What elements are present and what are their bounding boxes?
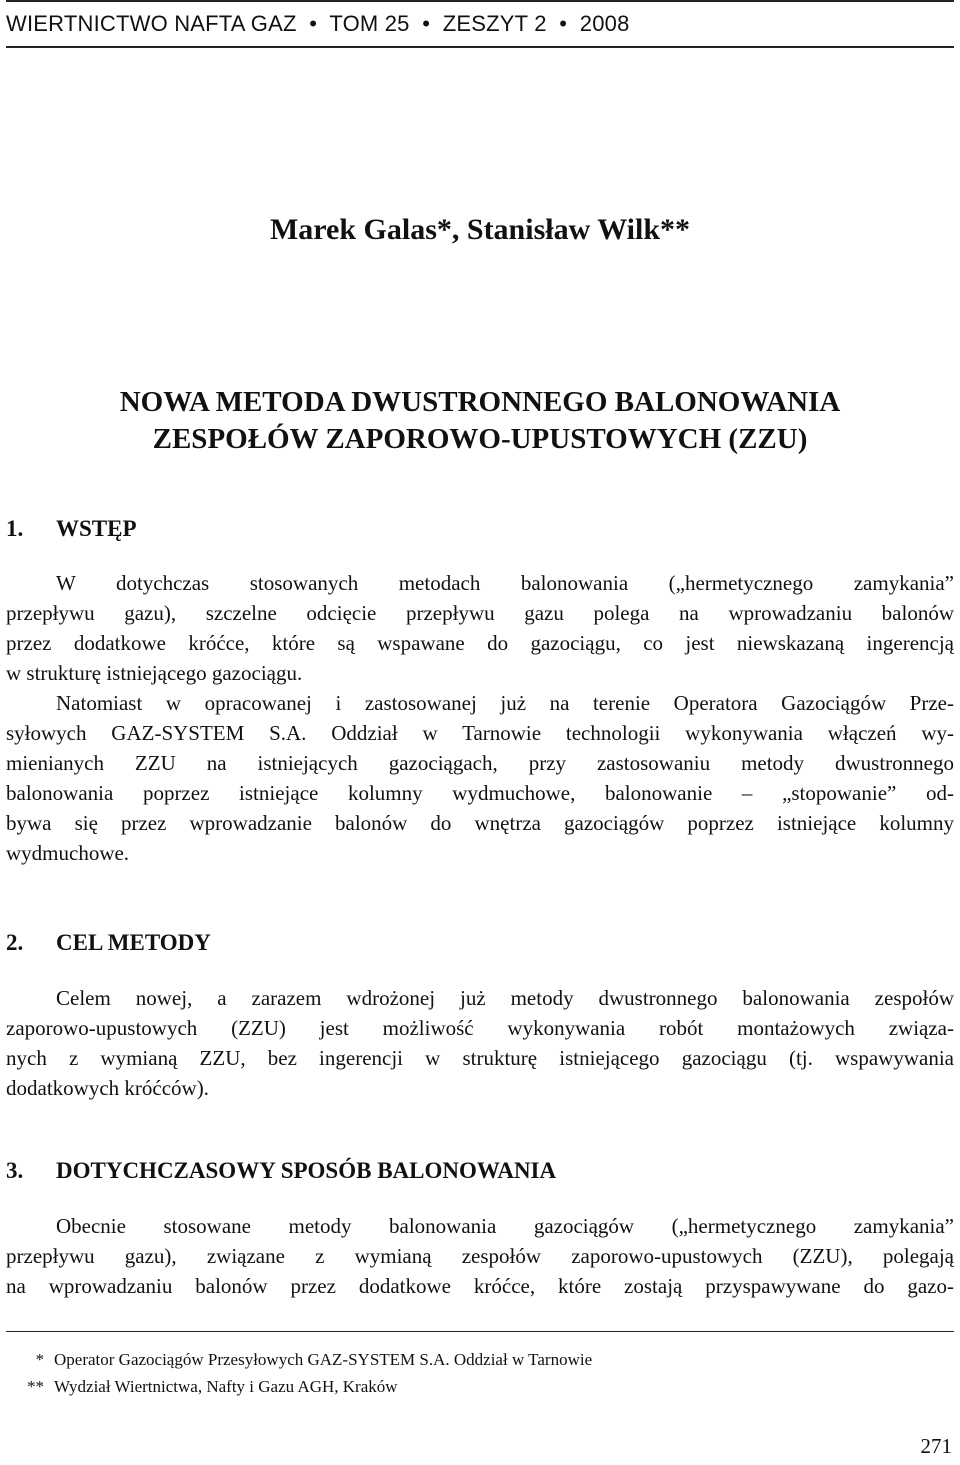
footnote xyxy=(6,1377,398,1397)
text-line: Celem nowej, a zarazem wdrożonej już metody dwustronnego balonowania zespołów xyxy=(56,986,954,1010)
footnote xyxy=(6,1350,592,1370)
footnote-text: Operator Gazociągów Przesyłowych GAZ-SYSTEM S.A. Oddział w Tarnowie xyxy=(54,1350,593,1369)
text-line: mienianych ZZU na istniejących gazociągach, przy zastosowaniu metody dwustronnego xyxy=(6,751,954,775)
journal-header-text: WIERTNICTWO NAFTA GAZ • TOM 25 • ZESZYT 2 • 2008 xyxy=(6,11,630,36)
text-line: wydmuchowe. xyxy=(6,841,130,865)
article-title xyxy=(0,384,960,458)
section-heading-goal xyxy=(6,930,211,956)
section-title: WSTĘP xyxy=(56,516,137,541)
text-line: bywa się przez wprowadzanie balonów do wnętrza gazociągów poprzez istniejące kolumny xyxy=(6,811,954,835)
section-number: 1. xyxy=(6,516,24,541)
paragraph xyxy=(6,1211,954,1301)
text-line: w strukturę istniejącego gazociągu. xyxy=(6,661,303,685)
paragraph xyxy=(6,688,954,868)
page-number: 271 xyxy=(920,1434,952,1458)
section-title: CEL METODY xyxy=(56,930,211,955)
text-line: zaporowo-upustowych (ZZU) jest możliwość wykonywania robót montażowych związa- xyxy=(6,1016,954,1040)
footnote-divider xyxy=(6,1331,954,1332)
text-line: Obecnie stosowane metody balonowania gazociągów („hermetycznego zamykania” xyxy=(56,1214,954,1238)
section-heading-current-method xyxy=(6,1158,556,1184)
footnote-mark: * xyxy=(35,1350,44,1369)
text-line: W dotychczas stosowanych metodach balonowania („hermetycznego zamykania” xyxy=(56,571,954,595)
text-line: Natomiast w opracowanej i zastosowanej już na terenie Operatora Gazociągów Prze- xyxy=(56,691,954,715)
section-number: 2. xyxy=(6,930,24,955)
article-title-line: ZESPOŁÓW ZAPOROWO-UPUSTOWYCH (ZZU) xyxy=(152,423,808,455)
footnote-text: Wydział Wiertnictwa, Nafty i Gazu AGH, Kraków xyxy=(54,1377,398,1396)
text-line: balonowania poprzez istniejące kolumny wydmuchowe, balonowanie – „stopowanie” od- xyxy=(6,781,954,805)
footnote-mark: ** xyxy=(27,1377,44,1396)
text-line: dodatkowych króćców). xyxy=(6,1076,209,1100)
article-title-line: NOWA METODA DWUSTRONNEGO BALONOWANIA xyxy=(119,386,841,418)
text-line: syłowych GAZ-SYSTEM S.A. Oddział w Tarnowie technologii wykonywania włączeń wy- xyxy=(6,721,954,745)
authors: Marek Galas*, Stanisław Wilk** xyxy=(269,213,691,246)
paragraph xyxy=(6,983,954,1103)
text-line: przepływu gazu), związane z wymianą zespołów zaporowo-upustowych (ZZU), polegają xyxy=(6,1244,954,1268)
text-line: przez dodatkowe króćce, które są wspawane do gazociągu, co jest niewskazaną ingerencją xyxy=(6,631,954,655)
section-title: DOTYCHCZASOWY SPOSÓB BALONOWANIA xyxy=(56,1158,557,1183)
text-line: przepływu gazu), szczelne odcięcie przepływu gazu polega na wprowadzaniu balonów xyxy=(6,601,954,625)
text-line: nych z wymianą ZZU, bez ingerencji w strukturę istniejącego gazociągu (tj. wspawywania xyxy=(6,1046,954,1070)
paragraph xyxy=(6,568,954,688)
section-heading-intro xyxy=(6,516,137,542)
journal-header xyxy=(6,0,954,48)
section-number: 3. xyxy=(6,1158,24,1183)
text-line: na wprowadzaniu balonów przez dodatkowe króćce, które zostają przyspawywane do gazo- xyxy=(6,1274,954,1298)
